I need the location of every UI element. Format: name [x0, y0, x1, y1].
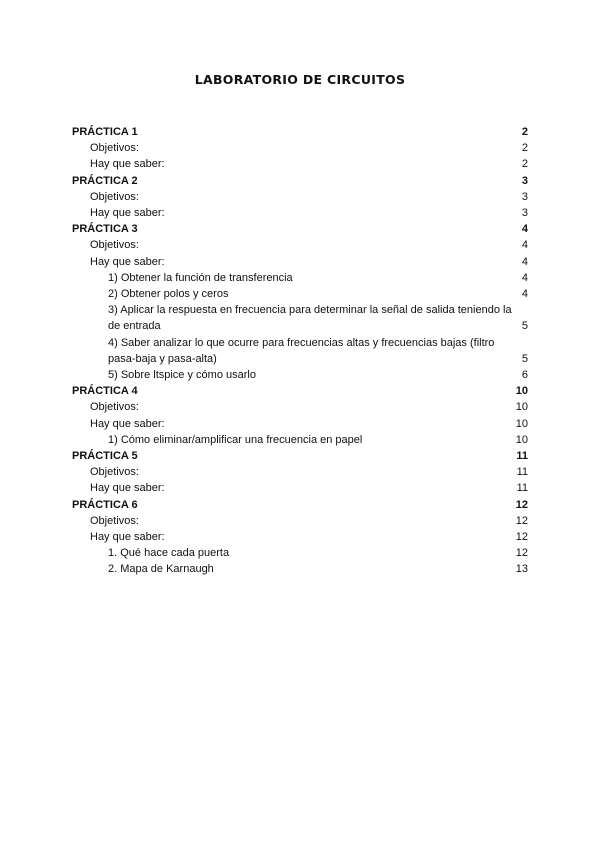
toc-entry-label: Hay que saber:	[90, 255, 165, 268]
toc-entry-label: 1. Qué hace cada puerta	[108, 547, 230, 560]
toc-entry-label: PRÁCTICA 3	[72, 223, 138, 236]
toc-entry-page: 3	[521, 207, 528, 220]
toc-entry-practica-6[interactable]	[72, 497, 528, 513]
toc-entry-hay-que-saber[interactable]	[72, 205, 528, 221]
toc-entry-label: Objetivos:	[90, 514, 139, 527]
toc-entry-page: 4	[521, 223, 528, 236]
toc-entry-practica-1[interactable]	[72, 124, 528, 140]
toc-entry-funcion-transferencia[interactable]	[72, 270, 528, 286]
toc-entry-page: 13	[515, 563, 528, 576]
toc-entry-label: Objetivos:	[90, 239, 139, 252]
toc-entry-page: 4	[521, 255, 528, 268]
toc-entry-label: PRÁCTICA 4	[72, 385, 138, 398]
toc-entry-label: 5) Sobre ltspice y cómo usarlo	[108, 369, 256, 382]
toc-entry-ltspice[interactable]	[72, 367, 528, 383]
toc-entry-page: 3	[521, 190, 528, 203]
toc-entry-objetivos[interactable]	[72, 189, 528, 205]
toc-entry-polos-ceros[interactable]	[72, 286, 528, 302]
toc-entry-hay-que-saber[interactable]	[72, 156, 528, 172]
toc-entry-page: 6	[521, 369, 528, 382]
table-of-contents	[72, 124, 528, 578]
toc-entry-label: Objetivos:	[90, 190, 139, 203]
toc-entry-page: 5	[521, 352, 528, 365]
toc-entry-frecuencias-altas-bajas[interactable]	[72, 335, 528, 367]
toc-entry-objetivos[interactable]	[72, 237, 528, 253]
toc-entry-karnaugh[interactable]	[72, 561, 528, 577]
toc-entry-label: Objetivos:	[90, 142, 139, 155]
toc-entry-label: Hay que saber:	[90, 158, 165, 171]
toc-entry-label: 2. Mapa de Karnaugh	[108, 563, 214, 576]
toc-entry-label: Hay que saber:	[90, 482, 165, 495]
document-title: LABORATORIO DE CIRCUITOS	[194, 72, 406, 87]
toc-entry-eliminar-amplificar[interactable]	[72, 432, 528, 448]
toc-entry-page: 4	[521, 239, 528, 252]
toc-entry-page: 2	[521, 126, 528, 138]
toc-entry-label: 1) Obtener la función de transferencia	[108, 271, 293, 284]
toc-entry-page: 4	[521, 271, 528, 284]
toc-entry-page: 10	[515, 433, 528, 446]
toc-entry-label: PRÁCTICA 1	[72, 126, 138, 138]
toc-entry-practica-4[interactable]	[72, 383, 528, 399]
toc-entry-objetivos[interactable]	[72, 464, 528, 480]
toc-entry-practica-2[interactable]	[72, 173, 528, 189]
toc-entry-objetivos[interactable]	[72, 513, 528, 529]
toc-entry-label: 2) Obtener polos y ceros	[108, 288, 229, 301]
toc-entry-page: 11	[516, 450, 528, 463]
toc-entry-page: 3	[521, 174, 528, 187]
toc-entry-label: 3) Aplicar la respuesta en frecuencia para determinar la señal de salida teniendo la de entrada	[108, 304, 512, 333]
toc-entry-hay-que-saber[interactable]	[72, 254, 528, 270]
toc-entry-label: PRÁCTICA 2	[72, 174, 138, 187]
toc-entry-page: 12	[515, 547, 528, 560]
toc-entry-page: 12	[515, 514, 528, 527]
toc-entry-hay-que-saber[interactable]	[72, 480, 528, 496]
toc-entry-label: 4) Saber analizar lo que ocurre para frecuencias altas y frecuencias bajas (filtro pasa-baja y pasa-alta)	[108, 336, 495, 365]
toc-entry-page: 12	[515, 498, 528, 511]
toc-entry-page: 5	[521, 320, 528, 333]
toc-entry-practica-5[interactable]	[72, 448, 528, 464]
toc-entry-label: Objetivos:	[90, 466, 139, 479]
toc-entry-page: 12	[515, 531, 528, 544]
toc-entry-hay-que-saber[interactable]	[72, 529, 528, 545]
toc-entry-page: 10	[515, 385, 528, 398]
toc-entry-label: 1) Cómo eliminar/amplificar una frecuencia en papel	[108, 433, 363, 446]
toc-entry-label: PRÁCTICA 6	[72, 498, 138, 511]
toc-entry-respuesta-frecuencia[interactable]	[72, 302, 528, 334]
toc-entry-puertas[interactable]	[72, 545, 528, 561]
toc-entry-page: 4	[521, 288, 528, 301]
toc-entry-page: 2	[521, 158, 528, 171]
toc-entry-label: Objetivos:	[90, 401, 139, 414]
toc-entry-label: Hay que saber:	[90, 417, 165, 430]
toc-entry-objetivos[interactable]	[72, 399, 528, 415]
toc-entry-page: 2	[521, 142, 528, 155]
toc-entry-label: PRÁCTICA 5	[72, 450, 138, 463]
toc-entry-practica-3[interactable]	[72, 221, 528, 237]
toc-entry-page: 10	[515, 401, 528, 414]
toc-entry-hay-que-saber[interactable]	[72, 416, 528, 432]
toc-entry-page: 11	[516, 466, 528, 479]
toc-entry-label: Hay que saber:	[90, 531, 165, 544]
toc-entry-page: 10	[515, 417, 528, 430]
toc-entry-page: 11	[516, 482, 528, 495]
toc-entry-label: Hay que saber:	[90, 207, 165, 220]
toc-entry-objetivos[interactable]	[72, 140, 528, 156]
